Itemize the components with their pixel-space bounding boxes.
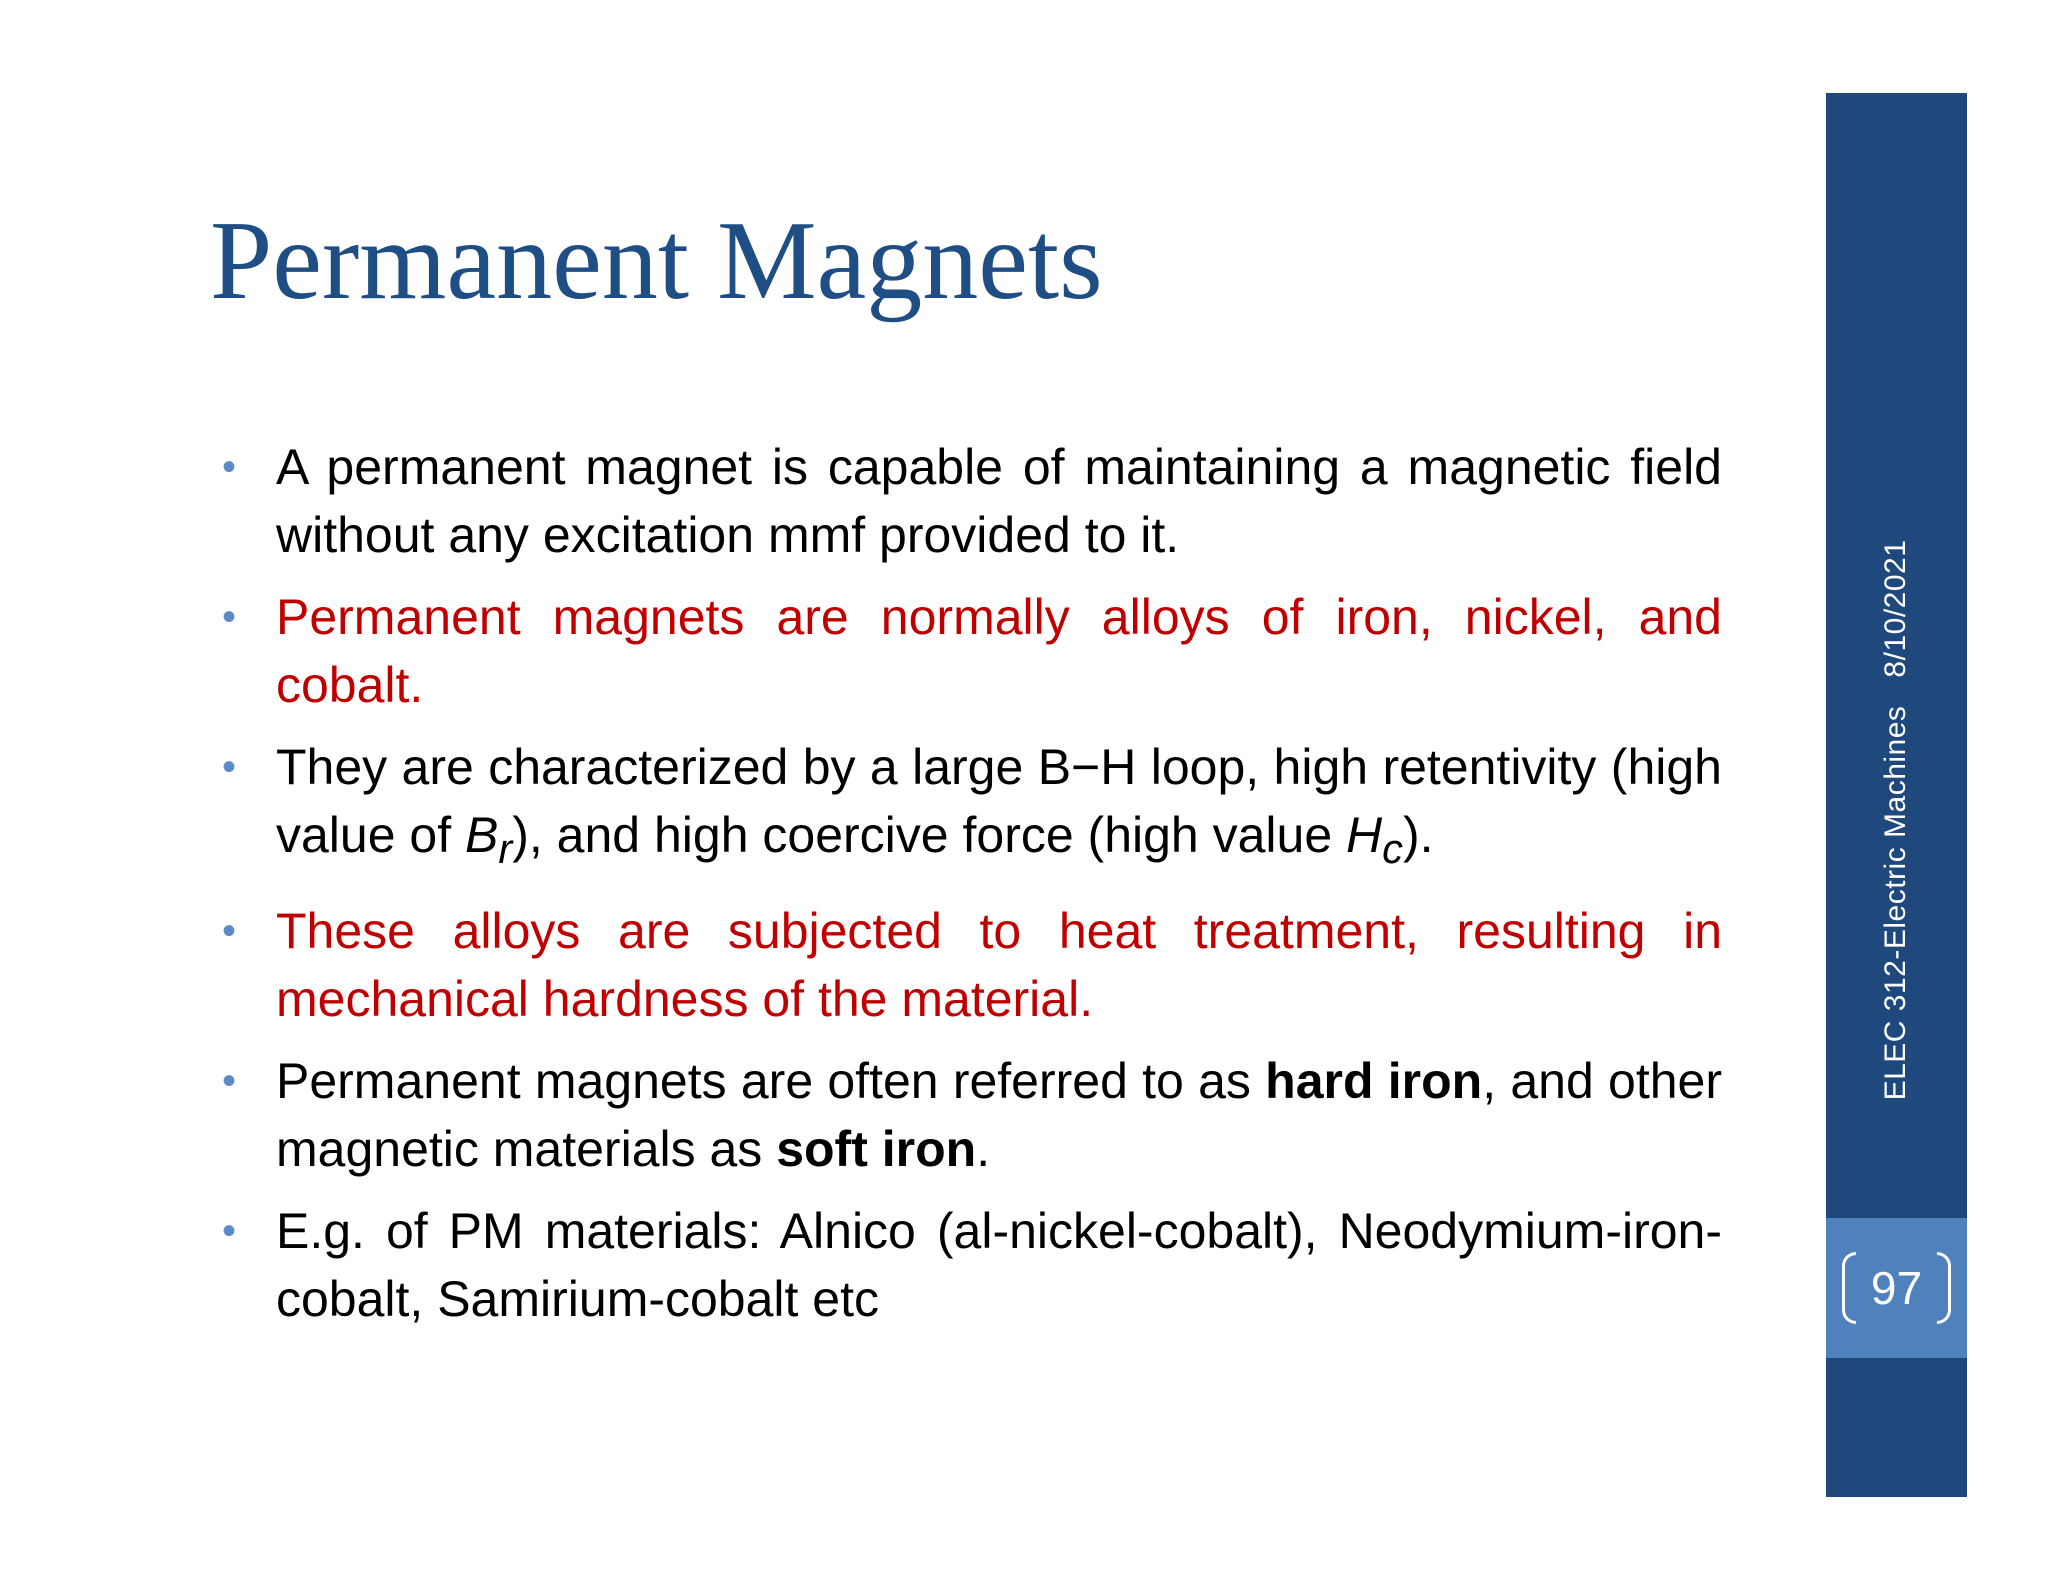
- course-label: ELEC 312-Electric Machines: [1879, 705, 1912, 1101]
- bullet-list: [222, 433, 1722, 1347]
- bullet-item: [222, 897, 1722, 1033]
- bullet-text: E.g. of PM materials: Alnico (al-nickel-cobalt), Neodymium-iron-cobalt, Samirium-cobalt etc: [276, 1203, 1722, 1327]
- bullet-dot-icon: •: [222, 1209, 237, 1253]
- symbol-b: B: [465, 807, 499, 863]
- bullet-dot-icon: •: [222, 595, 237, 639]
- date-label: 8/10/2021: [1879, 539, 1912, 678]
- bullet-text: A permanent magnet is capable of maintaining a magnetic field without any excitation mmf provided to it.: [276, 439, 1722, 563]
- page-number: 97: [1870, 1262, 1923, 1314]
- bullet-text: These alloys are subjected to heat treatment, resulting in mechanical hardness of the material.: [276, 903, 1722, 1027]
- soft-iron-term: soft iron: [776, 1121, 977, 1177]
- bullet-dot-icon: •: [222, 445, 237, 489]
- bullet-item: [222, 583, 1722, 719]
- bullet-item: [222, 433, 1722, 569]
- bullet-text: Permanent magnets are often referred to as: [276, 1053, 1266, 1109]
- bullet-dot-icon: •: [222, 909, 237, 953]
- bullet-text: .: [976, 1121, 991, 1177]
- bullet-text: ).: [1402, 807, 1434, 863]
- hard-iron-term: hard iron: [1265, 1053, 1483, 1109]
- bullet-text: They are characterized by a large B−H loop, high retentivity (high value of: [276, 739, 1722, 863]
- bullet-text: , and other magnetic materials as: [276, 1053, 1722, 1177]
- slide-title: Permanent Magnets: [210, 199, 1103, 323]
- bullet-dot-icon: •: [222, 745, 237, 789]
- bullet-text: ), and high coercive force (high value: [512, 807, 1347, 863]
- bullet-text: Permanent magnets are normally alloys of iron, nickel, and cobalt.: [276, 589, 1722, 713]
- subscript-r: r: [498, 825, 513, 872]
- symbol-h: H: [1346, 807, 1383, 863]
- page-number-box: [1826, 1218, 1967, 1358]
- bullet-item: [222, 1197, 1722, 1333]
- bullet-item: [222, 733, 1722, 883]
- subscript-c: c: [1382, 825, 1403, 872]
- bullet-item: [222, 1047, 1722, 1183]
- bullet-dot-icon: •: [222, 1059, 237, 1103]
- sidebar-footer-text: [1879, 540, 1913, 1101]
